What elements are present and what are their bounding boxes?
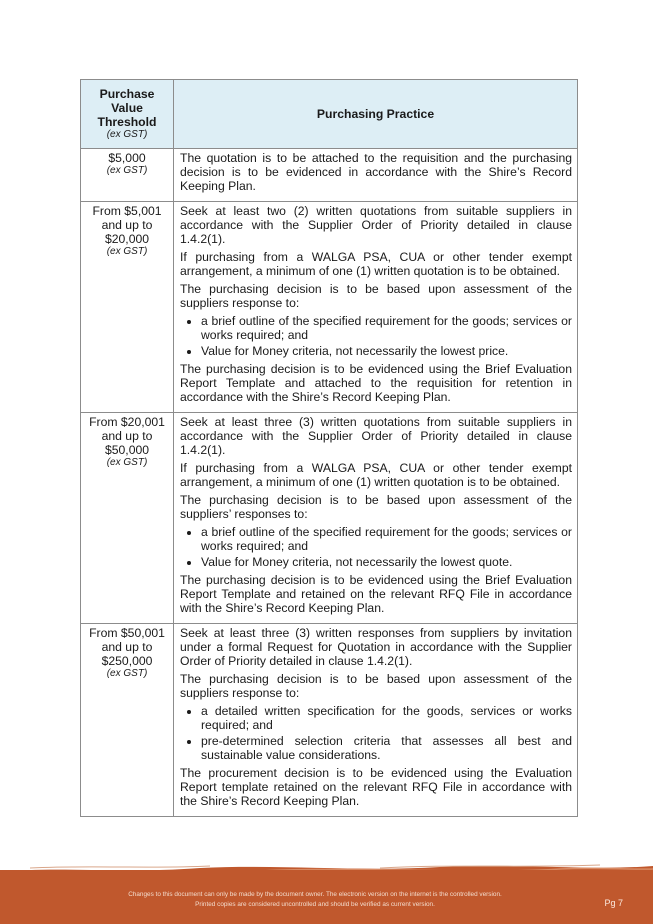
criteria-list <box>180 525 572 569</box>
practice-paragraph: The purchasing decision is to be based upon assessment of the suppliers’ responses to: <box>180 493 572 521</box>
threshold-header <box>81 80 174 149</box>
footer-note-line2: Printed copies are considered uncontrolled and should be verified as current version. <box>195 901 435 908</box>
threshold-value: From $5,001 and up to $20,000 <box>92 204 162 246</box>
table-header-row <box>81 80 578 149</box>
criteria-list-item: • a brief outline of the specified requirement for the goods; services or works required; and <box>201 525 572 553</box>
practice-paragraph: Seek at least three (3) written quotations from suitable suppliers in accordance with the Supplier Order of Priority detailed in clause 1.4.2(1). <box>180 415 572 457</box>
criteria-list-item: • Value for Money criteria, not necessarily the lowest price. <box>201 344 572 358</box>
threshold-sub: (ex GST) <box>106 246 148 257</box>
practice-cell <box>174 149 578 202</box>
threshold-sub: (ex GST) <box>106 457 148 468</box>
page-number: Pg 7 <box>604 898 623 908</box>
criteria-list <box>180 314 572 358</box>
table-row <box>81 202 578 413</box>
threshold-cell <box>81 624 174 817</box>
threshold-cell <box>81 202 174 413</box>
threshold-cell <box>81 413 174 624</box>
criteria-list-item: • a brief outline of the specified requirement for the goods; services or works required; and <box>201 314 572 342</box>
practice-header: Purchasing Practice <box>174 80 578 149</box>
threshold-value: $5,000 <box>108 151 146 165</box>
practice-paragraph: Seek at least two (2) written quotations from suitable suppliers in accordance with the Supplier Order of Priority detailed in clause 1.4.2(1). <box>180 204 572 246</box>
threshold-cell <box>81 149 174 202</box>
threshold-header-title: Purchase Value Threshold <box>97 87 157 129</box>
practice-paragraph: If purchasing from a WALGA PSA, CUA or other tender exempt arrangement, a minimum of one (1) written quotation is to be obtained. <box>180 250 572 278</box>
threshold-sub: (ex GST) <box>106 668 148 679</box>
practice-paragraph: Seek at least three (3) written responses from suppliers by invitation under a formal Request for Quotation in accordance with the Supplier Order of Priority detailed in clause 1.4.2(1). <box>180 626 572 668</box>
practice-paragraph: The quotation is to be attached to the requisition and the purchasing decision is to be evidenced in accordance with the Shire’s Record Keeping Plan. <box>180 151 572 193</box>
table-row <box>81 149 578 202</box>
table-row <box>81 413 578 624</box>
practice-cell <box>174 624 578 817</box>
practice-paragraph: The purchasing decision is to be evidenced using the Brief Evaluation Report Template and retained on the relevant RFQ File in accordance with the Shire’s Record Keeping Plan. <box>180 573 572 615</box>
practice-paragraph: The purchasing decision is to be based upon assessment of the suppliers response to: <box>180 672 572 700</box>
threshold-value: From $20,001 and up to $50,000 <box>89 415 165 457</box>
criteria-list-item: • Value for Money criteria, not necessarily the lowest quote. <box>201 555 572 569</box>
criteria-list-item: • pre-determined selection criteria that assesses all best and sustainable value considerations. <box>201 734 572 762</box>
practice-paragraph: If purchasing from a WALGA PSA, CUA or other tender exempt arrangement, a minimum of one (1) written quotation is to be obtained. <box>180 461 572 489</box>
practice-paragraph: The purchasing decision is to be evidenced using the Brief Evaluation Report Template and attached to the requisition for retention in accordance with the Shire’s Record Keeping Plan. <box>180 362 572 404</box>
criteria-list <box>180 704 572 762</box>
threshold-header-sub: (ex GST) <box>106 129 148 140</box>
criteria-list-item: • a detailed written specification for the goods, services or works required; and <box>201 704 572 732</box>
purchasing-practice-table <box>80 79 578 817</box>
threshold-sub: (ex GST) <box>106 165 148 176</box>
threshold-value: From $50,001 and up to $250,000 <box>89 626 165 668</box>
practice-paragraph: The procurement decision is to be evidenced using the Evaluation Report template retained on the relevant RFQ File in accordance with the Shire’s Record Keeping Plan. <box>180 766 572 808</box>
footer-note <box>0 890 630 910</box>
practice-cell <box>174 413 578 624</box>
footer-note-line1: Changes to this document can only be made by the document owner. The electronic version on the internet is the controlled version. <box>128 891 502 898</box>
practice-paragraph: The purchasing decision is to be based upon assessment of the suppliers response to: <box>180 282 572 310</box>
practice-cell <box>174 202 578 413</box>
table-row <box>81 624 578 817</box>
